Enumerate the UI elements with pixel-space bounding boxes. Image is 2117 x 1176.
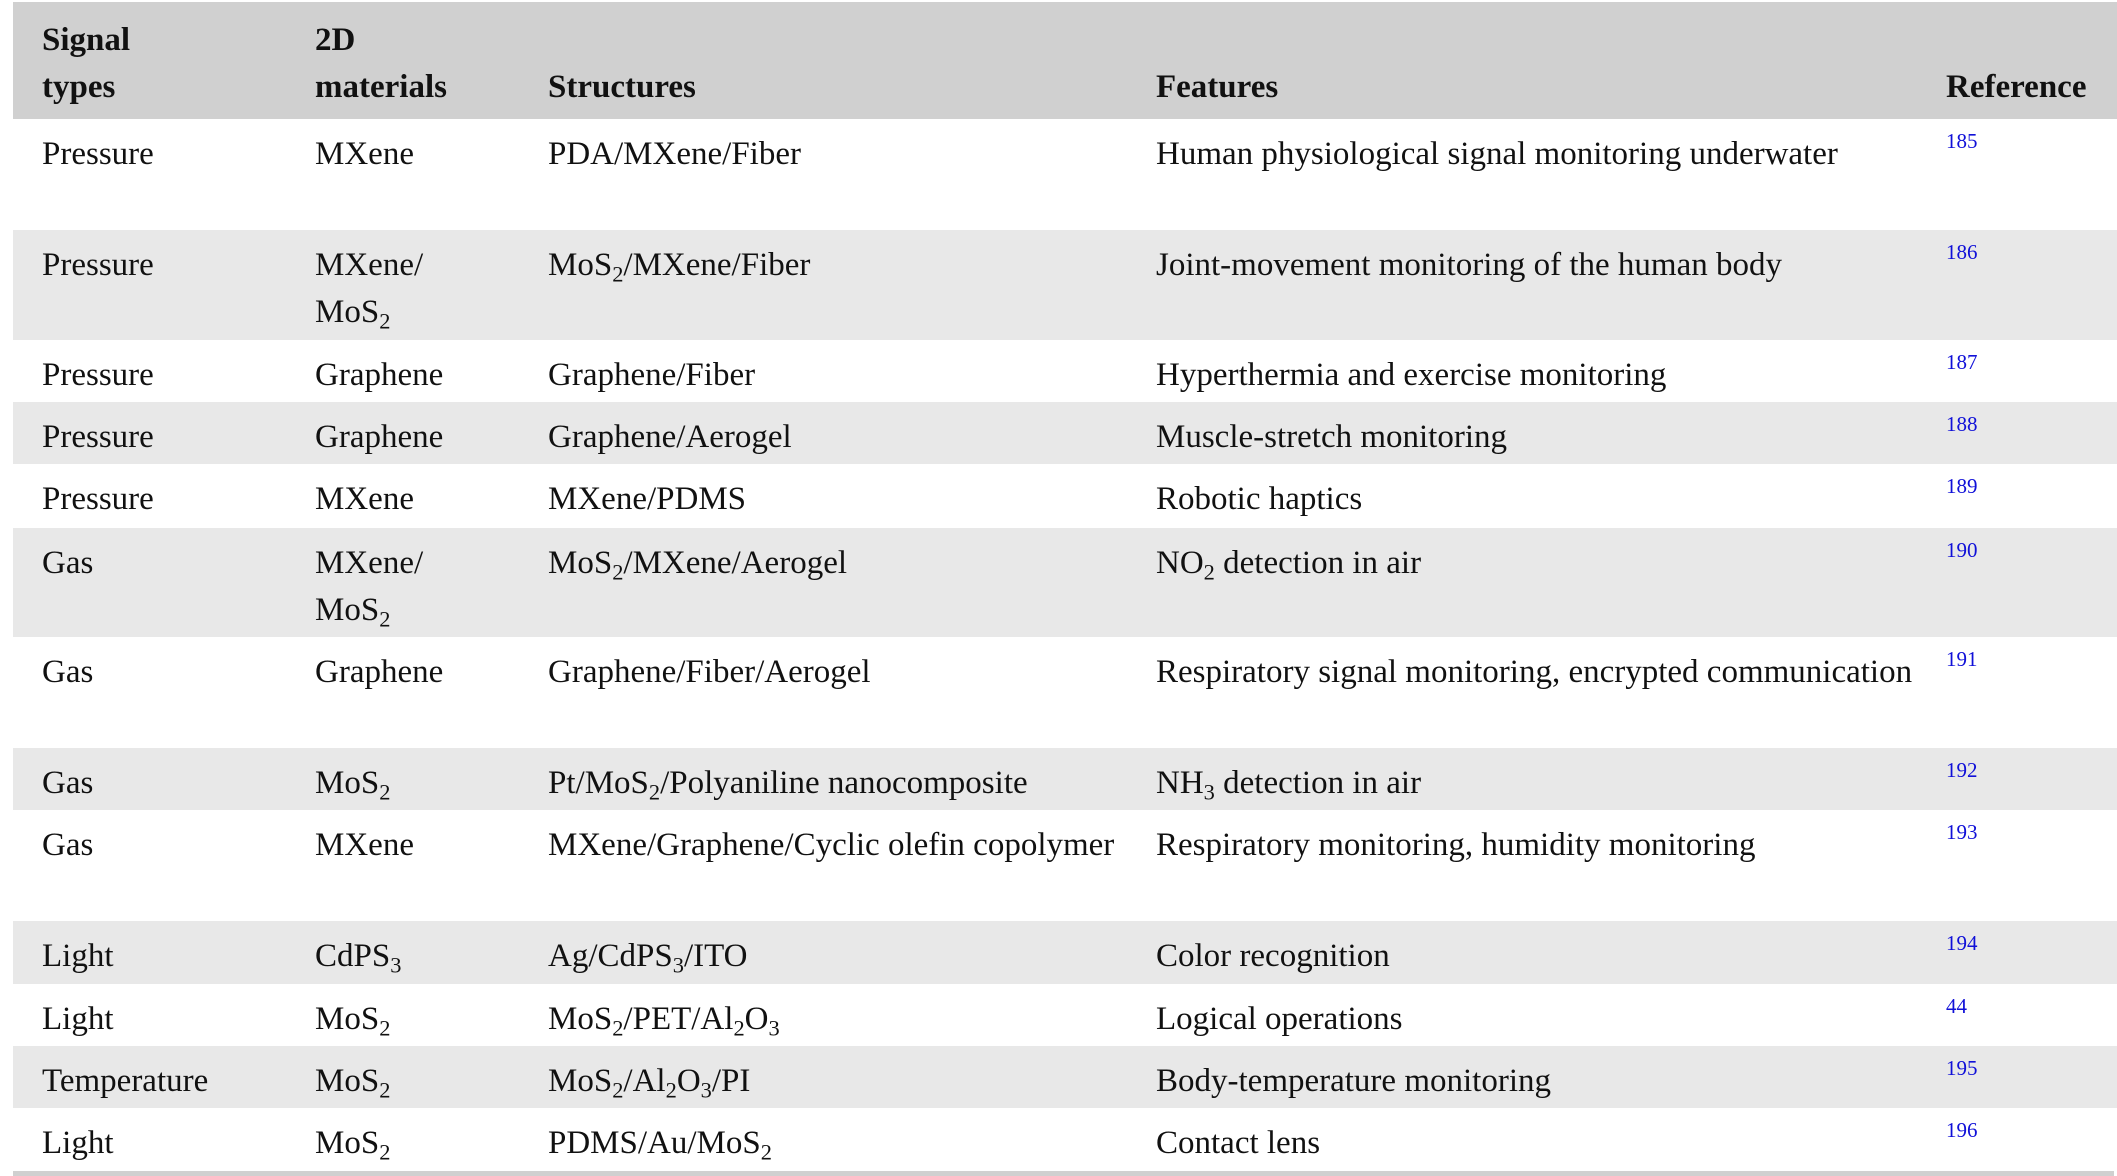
cell-signal-type: Light [42, 1125, 114, 1161]
header-reference: Reference [1946, 69, 2087, 105]
cell-2d-material: Graphene [315, 654, 444, 690]
table-row [13, 464, 2117, 528]
reference-link[interactable]: 194 [1946, 931, 1978, 955]
cell-structure: MoS$_2$/MXene/Fiber [548, 247, 811, 287]
cell-signal-type: Light [42, 938, 114, 974]
table-row [13, 810, 2117, 921]
cell-features: Human physiological signal monitoring underwater [1156, 136, 1838, 172]
cell-reference [1946, 464, 2117, 528]
cell-structure: Graphene/Fiber [548, 357, 756, 393]
cell-reference [1946, 119, 2117, 230]
cell-reference [1946, 402, 2117, 464]
table-row [13, 528, 2117, 637]
cell-reference [1946, 340, 2117, 402]
table-row [13, 1108, 2117, 1171]
cell-2d-material: MoS$_2$ [315, 1001, 391, 1041]
reference-link[interactable]: 193 [1946, 820, 1978, 844]
table-row [13, 748, 2117, 810]
header-structures: Structures [548, 69, 696, 105]
table-row [13, 984, 2117, 1046]
table-header [13, 2, 2117, 119]
table-bottom-rule [13, 1171, 2114, 1176]
cell-reference [1946, 637, 2117, 748]
cell-2d-material: Graphene [315, 419, 444, 455]
cell-reference [1946, 748, 2117, 810]
cell-signal-type: Pressure [42, 357, 154, 393]
cell-signal-type: Gas [42, 827, 94, 863]
cell-structure: PDA/MXene/Fiber [548, 136, 801, 172]
table-row [13, 119, 2117, 230]
table-row [13, 921, 2117, 984]
cell-features: Robotic haptics [1156, 481, 1363, 517]
cell-2d-material: MXene/ MoS$_2$ [315, 247, 424, 334]
cell-signal-type: Pressure [42, 136, 154, 172]
table-row [13, 340, 2117, 402]
cell-structure: MoS$_2$/MXene/Aerogel [548, 545, 848, 585]
cell-features: Joint-movement monitoring of the human body [1156, 247, 1783, 283]
cell-2d-material: Graphene [315, 357, 444, 393]
cell-2d-material: MXene [315, 136, 414, 172]
cell-2d-material: MoS$_2$ [315, 1125, 391, 1165]
reference-link[interactable]: 192 [1946, 758, 1978, 782]
cell-features: Logical operations [1156, 1001, 1403, 1037]
reference-link[interactable]: 196 [1946, 1118, 1978, 1142]
table-row [13, 1046, 2117, 1108]
reference-link[interactable]: 185 [1946, 129, 1978, 153]
cell-2d-material: CdPS$_3$ [315, 938, 402, 978]
cell-structure: MXene/PDMS [548, 481, 747, 517]
cell-structure: Graphene/Fiber/Aerogel [548, 654, 871, 690]
reference-link[interactable]: 188 [1946, 412, 1978, 436]
cell-reference [1946, 1108, 2117, 1171]
cell-reference [1946, 810, 2117, 921]
table-row [13, 230, 2117, 340]
cell-structure: $MoS_2/PET/Al_2O_3$ [548, 1001, 780, 1041]
sensor-comparison-table [13, 2, 2117, 1171]
reference-link[interactable]: 187 [1946, 350, 1978, 374]
cell-signal-type: Light [42, 1001, 114, 1037]
cell-features: Respiratory signal monitoring, encrypted communication [1156, 654, 1913, 690]
cell-structure: Pt/MoS$_2$/Polyaniline nanocomposite [548, 765, 1028, 805]
cell-features: Contact lens [1156, 1125, 1321, 1161]
cell-structure: $MoS_2/Al_2O_3/PI$ [548, 1063, 751, 1103]
cell-2d-material: MXene [315, 481, 414, 517]
cell-features: Respiratory monitoring, humidity monitoring [1156, 827, 1756, 863]
cell-reference [1946, 1046, 2117, 1108]
cell-2d-material: MoS$_2$ [315, 765, 391, 805]
cell-2d-material: MoS$_2$ [315, 1063, 391, 1103]
cell-signal-type: Gas [42, 765, 94, 801]
cell-features: Color recognition [1156, 938, 1390, 974]
header-features: Features [1156, 69, 1279, 105]
table-row [13, 402, 2117, 464]
header-row [13, 2, 2117, 119]
header-signal-types: Signal types [42, 22, 131, 105]
cell-features: Body-temperature monitoring [1156, 1063, 1551, 1099]
cell-structure: Ag/CdPS$_3$/ITO [548, 938, 748, 978]
table-body [13, 119, 2117, 1171]
cell-reference [1946, 528, 2117, 637]
cell-features: $NO_2$ detection in air [1156, 545, 1422, 585]
reference-link[interactable]: 189 [1946, 474, 1978, 498]
cell-structure: PDMS/Au/MoS$_2$ [548, 1125, 772, 1165]
cell-structure: Graphene/Aerogel [548, 419, 792, 455]
cell-features: Hyperthermia and exercise monitoring [1156, 357, 1667, 393]
header-2d-materials: 2D materials [315, 22, 447, 105]
cell-reference [1946, 984, 2117, 1046]
cell-features: $NH_3$ detection in air [1156, 765, 1422, 805]
cell-2d-material: MXene/ MoS$_2$ [315, 545, 424, 632]
reference-link[interactable]: 191 [1946, 647, 1978, 671]
cell-signal-type: Gas [42, 654, 94, 690]
cell-signal-type: Pressure [42, 481, 154, 517]
reference-link[interactable]: 195 [1946, 1056, 1978, 1080]
cell-features: Muscle-stretch monitoring [1156, 419, 1508, 455]
cell-signal-type: Pressure [42, 419, 154, 455]
cell-2d-material: MXene [315, 827, 414, 863]
cell-reference [1946, 230, 2117, 340]
reference-link[interactable]: 186 [1946, 240, 1978, 264]
cell-reference [1946, 921, 2117, 984]
cell-signal-type: Pressure [42, 247, 154, 283]
reference-link[interactable]: 190 [1946, 538, 1978, 562]
reference-link[interactable]: 44 [1946, 994, 1967, 1018]
cell-signal-type: Gas [42, 545, 94, 581]
cell-signal-type: Temperature [42, 1063, 209, 1099]
table-row [13, 637, 2117, 748]
cell-structure: MXene/Graphene/Cyclic olefin copolymer [548, 827, 1115, 863]
